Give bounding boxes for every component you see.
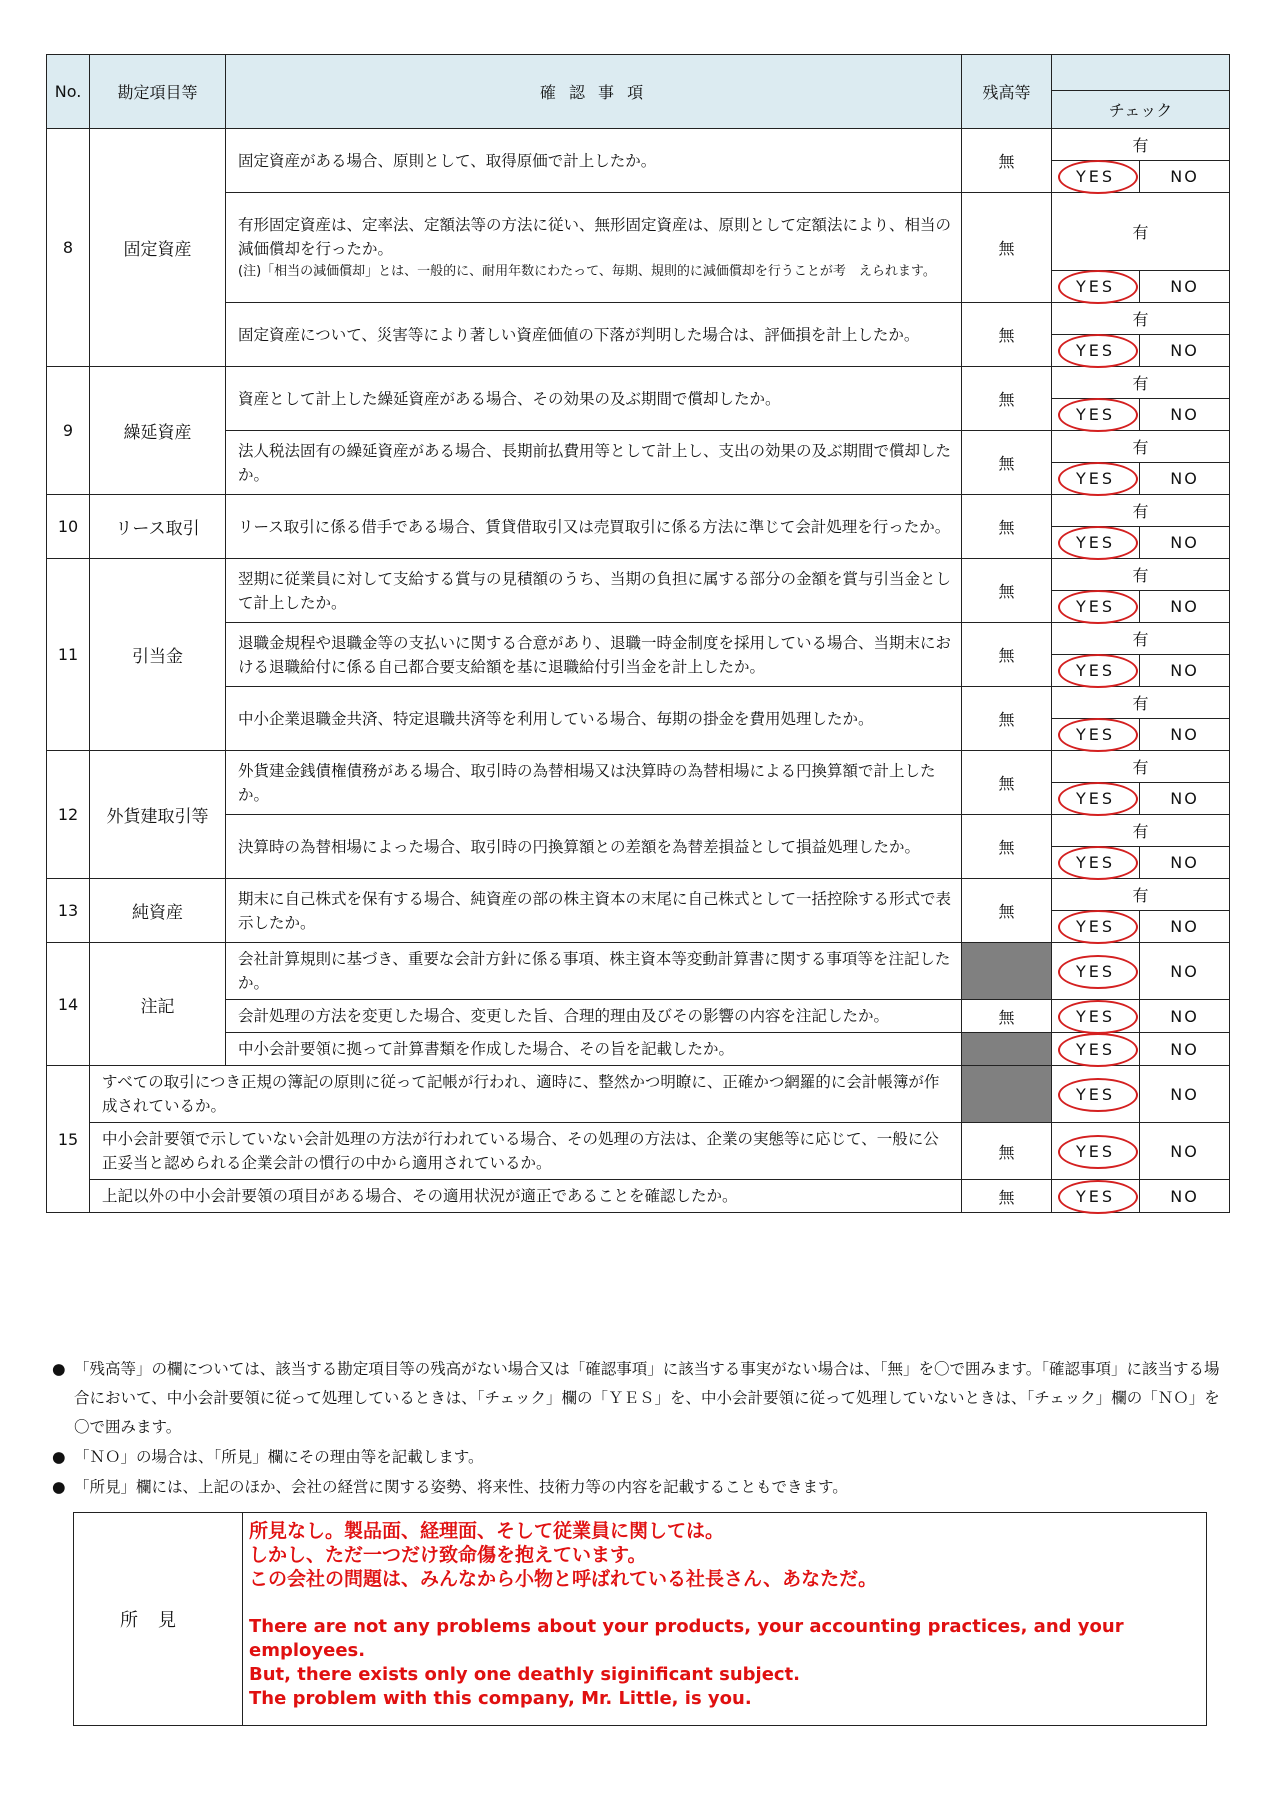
confirmation-item bbox=[226, 129, 962, 193]
check-no[interactable]: NO bbox=[1140, 399, 1230, 431]
yes-label: YES bbox=[1075, 341, 1116, 360]
confirmation-item bbox=[226, 943, 962, 1000]
check-exists: 有 bbox=[1052, 193, 1230, 271]
confirmation-item bbox=[90, 1123, 962, 1180]
check-exists: 有 bbox=[1052, 559, 1230, 591]
check-no[interactable]: NO bbox=[1140, 1180, 1230, 1213]
table-row bbox=[47, 367, 1230, 399]
check-exists: 有 bbox=[1052, 751, 1230, 783]
balance-cell[interactable]: 無 bbox=[962, 879, 1052, 943]
selection-circle-icon bbox=[1058, 718, 1138, 752]
balance-cell[interactable]: 無 bbox=[962, 1123, 1052, 1180]
item-text: 上記以外の中小会計要領の項目がある場合、その適用状況が適正であることを確認したか。 bbox=[102, 1187, 738, 1205]
yes-label: YES bbox=[1075, 405, 1116, 424]
yes-label: YES bbox=[1075, 661, 1116, 680]
item-text: 外貨建金銭債権債務がある場合、取引時の為替相場又は決算時の為替相場による円換算額で計上したか。 bbox=[238, 761, 936, 804]
check-no[interactable]: NO bbox=[1140, 527, 1230, 559]
check-yes[interactable] bbox=[1052, 847, 1140, 879]
confirmation-item bbox=[226, 431, 962, 495]
table-row bbox=[47, 1123, 1230, 1180]
selection-circle-icon bbox=[1058, 590, 1138, 624]
check-yes[interactable] bbox=[1052, 527, 1140, 559]
check-exists: 有 bbox=[1052, 303, 1230, 335]
selection-circle-icon bbox=[1058, 270, 1138, 304]
row-number: 14 bbox=[47, 943, 90, 1066]
selection-circle-icon bbox=[1058, 955, 1138, 989]
yes-option[interactable] bbox=[1076, 853, 1115, 872]
table-row bbox=[47, 129, 1230, 161]
item-text: 退職金規程や退職金等の支払いに関する合意があり、退職一時金制度を採用している場合、当期末における退職給付に係る自己都合要支給額を基に退職給付引当金を計上したか。 bbox=[238, 633, 952, 676]
balance-cell[interactable]: 無 bbox=[962, 687, 1052, 751]
yes-label: YES bbox=[1075, 1141, 1116, 1161]
check-yes[interactable] bbox=[1052, 655, 1140, 687]
item-text: 期末に自己株式を保有する場合、純資産の部の株主資本の末尾に自己株式として一括控除する形式で表示したか。 bbox=[238, 889, 952, 932]
item-text: 法人税法固有の繰延資産がある場合、長期前払費用等として計上し、支出の効果の及ぶ期間で償却したか。 bbox=[238, 441, 952, 484]
confirmation-item bbox=[226, 303, 962, 367]
item-text: すべての取引につき正規の簿記の原則に従って記帳が行われ、適時に、整然かつ明瞭に、正確かつ網羅的に会計帳簿が作成されているか。 bbox=[102, 1073, 940, 1115]
yes-option[interactable] bbox=[1076, 1142, 1115, 1161]
check-exists: 有 bbox=[1052, 367, 1230, 399]
row-number: 9 bbox=[47, 367, 90, 495]
check-yes[interactable] bbox=[1052, 399, 1140, 431]
yes-option[interactable] bbox=[1076, 725, 1115, 744]
check-no[interactable]: NO bbox=[1140, 943, 1230, 1000]
check-no[interactable]: NO bbox=[1140, 655, 1230, 687]
check-yes[interactable] bbox=[1052, 463, 1140, 495]
note-text: 「所見」欄には、上記のほか、会社の経営に関する姿勢、将来性、技術力等の内容を記載することもできます。 bbox=[74, 1478, 848, 1496]
check-no[interactable]: NO bbox=[1140, 1033, 1230, 1066]
yes-option[interactable] bbox=[1076, 341, 1115, 360]
selection-circle-icon bbox=[1058, 846, 1138, 880]
selection-circle-icon bbox=[1058, 1000, 1138, 1034]
check-exists: 有 bbox=[1052, 129, 1230, 161]
balance-cell[interactable]: 無 bbox=[962, 815, 1052, 879]
note-text: 「残高等」の欄については、該当する勘定項目等の残高がない場合又は「確認事項」に該当する事実がない場合は、「無」を〇で囲みます。「確認事項」に該当する場合において、中小会計要領に従って処理しているときは、「チェック」欄の「ＹＥＳ」を、中小会計要領に従って処理していないときは、「チェック」欄の「ＮＯ」を〇で囲みます。 bbox=[74, 1360, 1220, 1436]
opinion-box bbox=[73, 1512, 1207, 1726]
yes-label: YES bbox=[1075, 961, 1116, 981]
note-1 bbox=[52, 1355, 1232, 1442]
balance-cell[interactable]: 無 bbox=[962, 559, 1052, 623]
yes-label: YES bbox=[1075, 533, 1116, 552]
note-3 bbox=[52, 1473, 1232, 1502]
check-yes[interactable] bbox=[1052, 943, 1140, 1000]
row-number: 15 bbox=[47, 1066, 90, 1213]
confirmation-item bbox=[226, 559, 962, 623]
yes-option[interactable] bbox=[1076, 661, 1115, 680]
selection-circle-icon bbox=[1058, 1135, 1138, 1169]
item-text: 有形固定資産は、定率法、定額法等の方法に従い、無形固定資産は、原則として定額法により、相当の減価償却を行ったか。 bbox=[238, 215, 952, 258]
balance-cell bbox=[962, 1066, 1052, 1123]
yes-label: YES bbox=[1075, 917, 1116, 936]
selection-circle-icon bbox=[1058, 1033, 1138, 1067]
check-yes[interactable] bbox=[1052, 271, 1140, 303]
check-yes[interactable] bbox=[1052, 1000, 1140, 1033]
check-yes[interactable] bbox=[1052, 1123, 1140, 1180]
check-yes[interactable] bbox=[1052, 335, 1140, 367]
check-no[interactable]: NO bbox=[1140, 463, 1230, 495]
confirmation-item bbox=[90, 1066, 962, 1123]
selection-circle-icon bbox=[1058, 160, 1138, 194]
selection-circle-icon bbox=[1058, 1078, 1138, 1112]
item-text: 固定資産がある場合、原則として、取得原価で計上したか。 bbox=[238, 151, 657, 170]
notes bbox=[52, 1355, 1232, 1503]
check-exists: 有 bbox=[1052, 623, 1230, 655]
yes-option[interactable] bbox=[1076, 405, 1115, 424]
opinion-en-line: But, there exists only one deathly siginificant subject. bbox=[249, 1664, 801, 1685]
selection-circle-icon bbox=[1058, 1180, 1138, 1214]
checklist-body bbox=[47, 129, 1230, 1213]
row-number: 10 bbox=[47, 495, 90, 559]
header-confirmation: 確 認 事 項 bbox=[226, 55, 962, 129]
confirmation-item bbox=[226, 687, 962, 751]
check-yes[interactable] bbox=[1052, 1033, 1140, 1066]
opinion-en-line: There are not any problems about your products, your accounting practices, and your employees. bbox=[249, 1616, 1124, 1661]
check-no[interactable]: NO bbox=[1140, 591, 1230, 623]
selection-circle-icon bbox=[1058, 910, 1138, 944]
item-text: 会計処理の方法を変更した場合、変更した旨、合理的理由及びその影響の内容を注記したか。 bbox=[238, 1007, 890, 1025]
check-no[interactable]: NO bbox=[1140, 1123, 1230, 1180]
header-no: No. bbox=[47, 55, 90, 129]
yes-option[interactable] bbox=[1076, 469, 1115, 488]
balance-cell[interactable]: 無 bbox=[962, 303, 1052, 367]
check-no[interactable]: NO bbox=[1140, 719, 1230, 751]
row-category: 外貨建取引等 bbox=[90, 751, 226, 879]
table-row bbox=[47, 1066, 1230, 1123]
table-row bbox=[47, 879, 1230, 911]
header-check-spacer bbox=[1052, 55, 1230, 91]
confirmation-item bbox=[226, 1000, 962, 1033]
check-yes[interactable] bbox=[1052, 1066, 1140, 1123]
opinion-body bbox=[243, 1513, 1206, 1725]
table-row bbox=[47, 495, 1230, 527]
bullet-icon: ● bbox=[52, 1448, 66, 1466]
yes-option[interactable] bbox=[1076, 1085, 1115, 1104]
opinion-jp-line: 所見なし。製品面、経理面、そして従業員に関しては。 bbox=[249, 1520, 725, 1542]
item-note: (注)「相当の減価償却」とは、一般的に、耐用年数にわたって、毎期、規則的に減価償却を行うことが考 えられます。 bbox=[238, 263, 936, 279]
table-row bbox=[47, 559, 1230, 591]
bullet-icon: ● bbox=[52, 1360, 66, 1378]
row-category: リース取引 bbox=[90, 495, 226, 559]
check-yes[interactable] bbox=[1052, 719, 1140, 751]
balance-cell[interactable]: 無 bbox=[962, 431, 1052, 495]
confirmation-item bbox=[226, 367, 962, 431]
check-no[interactable]: NO bbox=[1140, 911, 1230, 943]
yes-label: YES bbox=[1075, 277, 1116, 296]
header-category: 勘定項目等 bbox=[90, 55, 226, 129]
opinion-en-line: The problem with this company, Mr. Little, is you. bbox=[249, 1688, 752, 1709]
item-text: 中小会計要領に拠って計算書類を作成した場合、その旨を記載したか。 bbox=[238, 1040, 735, 1058]
yes-label: YES bbox=[1075, 1186, 1116, 1206]
yes-label: YES bbox=[1075, 1039, 1116, 1059]
check-yes[interactable] bbox=[1052, 591, 1140, 623]
yes-label: YES bbox=[1075, 597, 1116, 616]
confirmation-item bbox=[226, 495, 962, 559]
opinion-jp-line: しかし、ただ一つだけ致命傷を抱えています。 bbox=[249, 1544, 647, 1566]
note-text: 「ＮＯ」の場合は、「所見」欄にその理由等を記載します。 bbox=[74, 1448, 484, 1466]
table-row bbox=[47, 943, 1230, 1000]
selection-circle-icon bbox=[1058, 526, 1138, 560]
row-number: 13 bbox=[47, 879, 90, 943]
confirmation-item bbox=[226, 623, 962, 687]
balance-cell bbox=[962, 1033, 1052, 1066]
selection-circle-icon bbox=[1058, 654, 1138, 688]
yes-option[interactable] bbox=[1076, 1187, 1115, 1206]
item-text: 決算時の為替相場によった場合、取引時の円換算額との差額を為替差損益として損益処理したか。 bbox=[238, 837, 921, 856]
balance-cell[interactable]: 無 bbox=[962, 129, 1052, 193]
balance-cell[interactable]: 無 bbox=[962, 623, 1052, 687]
yes-label: YES bbox=[1075, 789, 1116, 808]
table-row bbox=[47, 1180, 1230, 1213]
item-text: 固定資産について、災害等により著しい資産価値の下落が判明した場合は、評価損を計上したか。 bbox=[238, 325, 920, 344]
yes-label: YES bbox=[1075, 725, 1116, 744]
yes-option[interactable] bbox=[1076, 962, 1115, 981]
row-category: 純資産 bbox=[90, 879, 226, 943]
balance-cell[interactable]: 無 bbox=[962, 367, 1052, 431]
check-no[interactable]: NO bbox=[1140, 847, 1230, 879]
balance-cell[interactable]: 無 bbox=[962, 193, 1052, 303]
item-text: 中小会計要領で示していない会計処理の方法が行われている場合、その処理の方法は、企業の実態等に応じて、一般に公正妥当と認められる企業会計の慣行の中から適用されているか。 bbox=[102, 1130, 939, 1172]
confirmation-item bbox=[226, 815, 962, 879]
check-yes[interactable] bbox=[1052, 911, 1140, 943]
check-no[interactable]: NO bbox=[1140, 335, 1230, 367]
checklist-table bbox=[46, 54, 1230, 1213]
check-exists: 有 bbox=[1052, 815, 1230, 847]
row-category: 固定資産 bbox=[90, 129, 226, 367]
check-no[interactable]: NO bbox=[1140, 1066, 1230, 1123]
selection-circle-icon bbox=[1058, 462, 1138, 496]
selection-circle-icon bbox=[1058, 782, 1138, 816]
yes-option[interactable] bbox=[1076, 277, 1115, 296]
check-exists: 有 bbox=[1052, 879, 1230, 911]
check-yes[interactable] bbox=[1052, 783, 1140, 815]
check-no[interactable]: NO bbox=[1140, 1000, 1230, 1033]
row-number: 11 bbox=[47, 559, 90, 751]
check-exists: 有 bbox=[1052, 687, 1230, 719]
check-yes[interactable] bbox=[1052, 161, 1140, 193]
check-exists: 有 bbox=[1052, 495, 1230, 527]
note-2 bbox=[52, 1443, 1232, 1472]
row-category: 繰延資産 bbox=[90, 367, 226, 495]
confirmation-item bbox=[90, 1180, 962, 1213]
item-text: リース取引に係る借手である場合、賃貸借取引又は売買取引に係る方法に準じて会計処理を行ったか。 bbox=[238, 517, 951, 536]
check-exists: 有 bbox=[1052, 431, 1230, 463]
opinion-jp-line: この会社の問題は、みんなから小物と呼ばれている社長さん、あなただ。 bbox=[249, 1568, 878, 1590]
yes-label: YES bbox=[1075, 853, 1116, 872]
yes-label: YES bbox=[1075, 469, 1116, 488]
yes-option[interactable] bbox=[1076, 167, 1115, 186]
table-row bbox=[47, 751, 1230, 783]
yes-option[interactable] bbox=[1076, 789, 1115, 808]
yes-label: YES bbox=[1075, 1006, 1116, 1026]
confirmation-item bbox=[226, 879, 962, 943]
confirmation-item bbox=[226, 193, 962, 303]
header-check: チェック bbox=[1052, 91, 1230, 129]
balance-cell[interactable]: 無 bbox=[962, 1000, 1052, 1033]
yes-label: YES bbox=[1075, 167, 1116, 186]
check-yes[interactable] bbox=[1052, 1180, 1140, 1213]
item-text: 資産として計上した繰延資産がある場合、その効果の及ぶ期間で償却したか。 bbox=[238, 389, 781, 408]
item-text: 翌期に従業員に対して支給する賞与の見積額のうち、当期の負担に属する部分の金額を賞与引当金として計上したか。 bbox=[238, 569, 952, 612]
selection-circle-icon bbox=[1058, 398, 1138, 432]
check-no[interactable]: NO bbox=[1140, 271, 1230, 303]
balance-cell[interactable]: 無 bbox=[962, 495, 1052, 559]
row-number: 8 bbox=[47, 129, 90, 367]
item-text: 中小企業退職金共済、特定退職共済等を利用している場合、毎期の掛金を費用処理したか。 bbox=[238, 709, 874, 728]
check-no[interactable]: NO bbox=[1140, 783, 1230, 815]
yes-option[interactable] bbox=[1076, 1007, 1115, 1026]
balance-cell bbox=[962, 943, 1052, 1000]
balance-cell[interactable]: 無 bbox=[962, 751, 1052, 815]
item-text: 会社計算規則に基づき、重要な会計方針に係る事項、株主資本等変動計算書に関する事項等を注記したか。 bbox=[238, 950, 951, 992]
selection-circle-icon bbox=[1058, 334, 1138, 368]
yes-option[interactable] bbox=[1076, 917, 1115, 936]
confirmation-item bbox=[226, 751, 962, 815]
header-balance: 残高等 bbox=[962, 55, 1052, 129]
row-category: 引当金 bbox=[90, 559, 226, 751]
balance-cell[interactable]: 無 bbox=[962, 1180, 1052, 1213]
check-no[interactable]: NO bbox=[1140, 161, 1230, 193]
yes-option[interactable] bbox=[1076, 1040, 1115, 1059]
opinion-label: 所見 bbox=[74, 1513, 243, 1725]
bullet-icon: ● bbox=[52, 1478, 66, 1496]
row-category: 注記 bbox=[90, 943, 226, 1066]
row-number: 12 bbox=[47, 751, 90, 879]
yes-label: YES bbox=[1075, 1084, 1116, 1104]
yes-option[interactable] bbox=[1076, 533, 1115, 552]
checklist-sheet bbox=[46, 54, 1229, 1213]
confirmation-item bbox=[226, 1033, 962, 1066]
yes-option[interactable] bbox=[1076, 597, 1115, 616]
